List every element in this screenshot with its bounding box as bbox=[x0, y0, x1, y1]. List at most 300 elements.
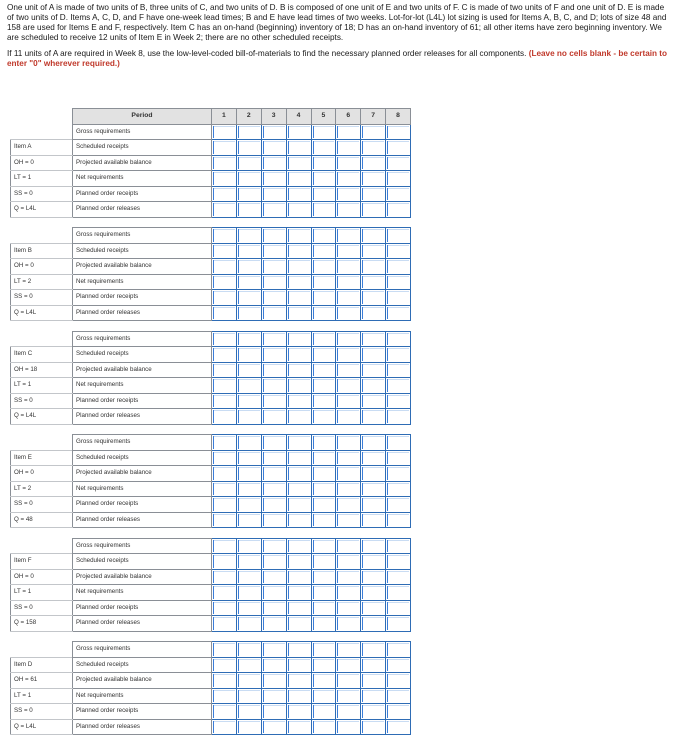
item-a-week-2-input[interactable] bbox=[236, 124, 261, 140]
item-f-week-2-input[interactable] bbox=[236, 585, 261, 601]
item-b-week-8-input[interactable] bbox=[386, 243, 411, 259]
item-e-week-6-input[interactable] bbox=[336, 512, 361, 528]
item-e-week-8-input[interactable] bbox=[386, 435, 411, 451]
item-a-week-2-input[interactable] bbox=[236, 155, 261, 171]
item-b-week-5-input[interactable] bbox=[311, 305, 336, 321]
item-e-week-4-input[interactable] bbox=[286, 450, 311, 466]
item-c-week-5-input[interactable] bbox=[311, 347, 336, 363]
item-f-week-8-input[interactable] bbox=[386, 569, 411, 585]
item-a-week-5-input[interactable] bbox=[311, 202, 336, 218]
item-c-week-7-input[interactable] bbox=[361, 393, 386, 409]
item-e-week-6-input[interactable] bbox=[336, 481, 361, 497]
item-c-week-7-input[interactable] bbox=[361, 378, 386, 394]
item-d-week-5-input[interactable] bbox=[311, 642, 336, 658]
item-b-week-4-input[interactable] bbox=[286, 243, 311, 259]
item-f-week-6-input[interactable] bbox=[336, 569, 361, 585]
item-f-week-4-input[interactable] bbox=[286, 554, 311, 570]
item-e-week-1-input[interactable] bbox=[212, 435, 237, 451]
item-e-week-4-input[interactable] bbox=[286, 435, 311, 451]
item-b-week-7-input[interactable] bbox=[361, 259, 386, 275]
item-f-week-3-input[interactable] bbox=[261, 585, 286, 601]
item-d-week-7-input[interactable] bbox=[361, 673, 386, 689]
item-b-week-2-input[interactable] bbox=[236, 228, 261, 244]
item-f-week-2-input[interactable] bbox=[236, 616, 261, 632]
item-f-week-6-input[interactable] bbox=[336, 538, 361, 554]
item-e-week-6-input[interactable] bbox=[336, 435, 361, 451]
item-d-week-8-input[interactable] bbox=[386, 657, 411, 673]
item-a-week-5-input[interactable] bbox=[311, 155, 336, 171]
item-c-week-8-input[interactable] bbox=[386, 393, 411, 409]
item-b-week-5-input[interactable] bbox=[311, 228, 336, 244]
item-d-week-1-input[interactable] bbox=[212, 719, 237, 735]
item-b-week-6-input[interactable] bbox=[336, 243, 361, 259]
item-c-week-3-input[interactable] bbox=[261, 393, 286, 409]
item-b-week-1-input[interactable] bbox=[212, 305, 237, 321]
input-value bbox=[336, 171, 360, 186]
item-d-week-3-input[interactable] bbox=[261, 704, 286, 720]
item-c-week-5-input[interactable] bbox=[311, 331, 336, 347]
item-c-week-5-input[interactable] bbox=[311, 362, 336, 378]
item-d-week-1-input[interactable] bbox=[212, 704, 237, 720]
item-a-week-7-input[interactable] bbox=[361, 186, 386, 202]
item-f-week-8-input[interactable] bbox=[386, 538, 411, 554]
item-d-week-5-input[interactable] bbox=[311, 688, 336, 704]
item-f-week-3-input[interactable] bbox=[261, 569, 286, 585]
item-f-week-4-input[interactable] bbox=[286, 585, 311, 601]
input-value bbox=[386, 720, 410, 735]
item-c-week-1-input[interactable] bbox=[212, 347, 237, 363]
item-d-week-2-input[interactable] bbox=[236, 673, 261, 689]
item-f-week-3-input[interactable] bbox=[261, 554, 286, 570]
item-d-week-8-input[interactable] bbox=[386, 704, 411, 720]
item-a-week-1-input[interactable] bbox=[212, 155, 237, 171]
item-e-week-2-input[interactable] bbox=[236, 497, 261, 513]
item-c-week-8-input[interactable] bbox=[386, 409, 411, 425]
item-f-week-2-input[interactable] bbox=[236, 569, 261, 585]
item-b-week-8-input[interactable] bbox=[386, 290, 411, 306]
item-a-week-7-input[interactable] bbox=[361, 171, 386, 187]
item-e-week-3-input[interactable] bbox=[261, 512, 286, 528]
input-value bbox=[336, 156, 360, 171]
item-e-week-5-input[interactable] bbox=[311, 450, 336, 466]
item-d-week-1-input[interactable] bbox=[212, 642, 237, 658]
item-e-week-3-input[interactable] bbox=[261, 450, 286, 466]
item-b-week-8-input[interactable] bbox=[386, 274, 411, 290]
item-f-week-8-input[interactable] bbox=[386, 600, 411, 616]
item-e-week-4-input[interactable] bbox=[286, 497, 311, 513]
item-c-week-8-input[interactable] bbox=[386, 347, 411, 363]
item-a-week-4-input[interactable] bbox=[286, 171, 311, 187]
item-f-week-1-input[interactable] bbox=[212, 538, 237, 554]
item-d-week-7-input[interactable] bbox=[361, 642, 386, 658]
item-e-week-7-input[interactable] bbox=[361, 497, 386, 513]
item-f-week-2-input[interactable] bbox=[236, 600, 261, 616]
item-c-week-2-input[interactable] bbox=[236, 347, 261, 363]
item-d-week-4-input[interactable] bbox=[286, 673, 311, 689]
input-value bbox=[336, 332, 360, 347]
item-separator bbox=[11, 321, 411, 332]
item-e-week-3-input[interactable] bbox=[261, 497, 286, 513]
item-b-week-3-input[interactable] bbox=[261, 243, 286, 259]
item-b-week-4-input[interactable] bbox=[286, 305, 311, 321]
item-f-week-6-input[interactable] bbox=[336, 600, 361, 616]
item-e-week-1-input[interactable] bbox=[212, 450, 237, 466]
item-e-week-6-input[interactable] bbox=[336, 497, 361, 513]
item-b-week-6-input[interactable] bbox=[336, 290, 361, 306]
item-a-week-1-input[interactable] bbox=[212, 124, 237, 140]
item-f-week-2-input[interactable] bbox=[236, 538, 261, 554]
item-b-week-2-input[interactable] bbox=[236, 259, 261, 275]
item-b-week-7-input[interactable] bbox=[361, 243, 386, 259]
item-a-week-1-input[interactable] bbox=[212, 171, 237, 187]
item-d-week-4-input[interactable] bbox=[286, 719, 311, 735]
item-c-week-4-input[interactable] bbox=[286, 393, 311, 409]
item-e-week-5-input[interactable] bbox=[311, 435, 336, 451]
item-f-week-6-input[interactable] bbox=[336, 616, 361, 632]
item-e-week-4-input[interactable] bbox=[286, 512, 311, 528]
item-e-week-1-input[interactable] bbox=[212, 481, 237, 497]
item-d-week-6-input[interactable] bbox=[336, 673, 361, 689]
item-d-week-4-input[interactable] bbox=[286, 688, 311, 704]
item-d-week-7-input[interactable] bbox=[361, 688, 386, 704]
item-c-week-1-input[interactable] bbox=[212, 362, 237, 378]
item-d-week-7-input[interactable] bbox=[361, 704, 386, 720]
item-e-week-8-input[interactable] bbox=[386, 497, 411, 513]
item-a-week-7-input[interactable] bbox=[361, 140, 386, 156]
item-d-week-5-input[interactable] bbox=[311, 704, 336, 720]
item-b-week-4-input[interactable] bbox=[286, 290, 311, 306]
item-b-week-2-input[interactable] bbox=[236, 274, 261, 290]
item-e-week-3-input[interactable] bbox=[261, 481, 286, 497]
item-b-week-2-input[interactable] bbox=[236, 290, 261, 306]
item-a-week-6-input[interactable] bbox=[336, 124, 361, 140]
item-a-week-8-input[interactable] bbox=[386, 186, 411, 202]
item-c-week-7-input[interactable] bbox=[361, 409, 386, 425]
item-a-week-7-input[interactable] bbox=[361, 155, 386, 171]
item-a-week-8-input[interactable] bbox=[386, 155, 411, 171]
item-b-week-4-input[interactable] bbox=[286, 274, 311, 290]
item-a-week-4-input[interactable] bbox=[286, 186, 311, 202]
item-e-week-6-input[interactable] bbox=[336, 450, 361, 466]
item-b-week-6-input[interactable] bbox=[336, 274, 361, 290]
item-d-week-2-input[interactable] bbox=[236, 719, 261, 735]
item-d-week-4-input[interactable] bbox=[286, 704, 311, 720]
item-a-week-6-input[interactable] bbox=[336, 202, 361, 218]
input-value bbox=[336, 720, 360, 735]
item-c-week-5-input[interactable] bbox=[311, 378, 336, 394]
item-c-week-2-input[interactable] bbox=[236, 362, 261, 378]
item-b-week-6-input[interactable] bbox=[336, 259, 361, 275]
input-value bbox=[212, 658, 236, 673]
item-e-week-4-input[interactable] bbox=[286, 481, 311, 497]
item-c-week-4-input[interactable] bbox=[286, 362, 311, 378]
item-b-week-5-input[interactable] bbox=[311, 243, 336, 259]
item-e-week-7-input[interactable] bbox=[361, 435, 386, 451]
item-f-week-6-input[interactable] bbox=[336, 554, 361, 570]
item-b-week-5-input[interactable] bbox=[311, 290, 336, 306]
item-d-week-3-input[interactable] bbox=[261, 719, 286, 735]
item-b-week-1-input[interactable] bbox=[212, 274, 237, 290]
item-f-week-5-input[interactable] bbox=[311, 538, 336, 554]
item-b-week-2-input[interactable] bbox=[236, 243, 261, 259]
item-c-week-6-input[interactable] bbox=[336, 393, 361, 409]
item-c-week-2-input[interactable] bbox=[236, 378, 261, 394]
item-b-week-8-input[interactable] bbox=[386, 305, 411, 321]
item-c-week-3-input[interactable] bbox=[261, 331, 286, 347]
item-c-week-1-input[interactable] bbox=[212, 393, 237, 409]
item-d-week-3-input[interactable] bbox=[261, 673, 286, 689]
item-d-week-2-input[interactable] bbox=[236, 657, 261, 673]
item-f-week-7-input[interactable] bbox=[361, 538, 386, 554]
item-f-week-8-input[interactable] bbox=[386, 616, 411, 632]
item-f-week-7-input[interactable] bbox=[361, 616, 386, 632]
item-e-week-7-input[interactable] bbox=[361, 481, 386, 497]
item-f-week-4-input[interactable] bbox=[286, 538, 311, 554]
item-a-week-7-input[interactable] bbox=[361, 124, 386, 140]
item-a-week-6-input[interactable] bbox=[336, 171, 361, 187]
item-a-week-5-input[interactable] bbox=[311, 124, 336, 140]
item-a-week-7-input[interactable] bbox=[361, 202, 386, 218]
item-b-week-1-input[interactable] bbox=[212, 290, 237, 306]
item-c-week-5-input[interactable] bbox=[311, 393, 336, 409]
item-e-week-2-input[interactable] bbox=[236, 450, 261, 466]
item-b-week-1-input[interactable] bbox=[212, 228, 237, 244]
item-b-week-2-input[interactable] bbox=[236, 305, 261, 321]
item-a-week-3-input[interactable] bbox=[261, 140, 286, 156]
item-e-week-7-input[interactable] bbox=[361, 450, 386, 466]
item-a-week-3-input[interactable] bbox=[261, 186, 286, 202]
item-f-week-5-input[interactable] bbox=[311, 554, 336, 570]
item-a-week-8-input[interactable] bbox=[386, 140, 411, 156]
item-c-week-5-input[interactable] bbox=[311, 409, 336, 425]
item-f-week-1-input[interactable] bbox=[212, 585, 237, 601]
item-e-week-1-input[interactable] bbox=[212, 466, 237, 482]
item-e-week-8-input[interactable] bbox=[386, 466, 411, 482]
item-a-week-2-input[interactable] bbox=[236, 171, 261, 187]
item-c-week-8-input[interactable] bbox=[386, 331, 411, 347]
row-label: Projected available balance bbox=[73, 362, 212, 378]
item-a-week-3-input[interactable] bbox=[261, 155, 286, 171]
item-b-week-6-input[interactable] bbox=[336, 305, 361, 321]
item-e-week-3-input[interactable] bbox=[261, 466, 286, 482]
item-f-week-4-input[interactable] bbox=[286, 569, 311, 585]
item-f-week-8-input[interactable] bbox=[386, 585, 411, 601]
item-f-week-8-input[interactable] bbox=[386, 554, 411, 570]
item-a-week-8-input[interactable] bbox=[386, 124, 411, 140]
item-e-week-7-input[interactable] bbox=[361, 512, 386, 528]
item-c-week-1-input[interactable] bbox=[212, 409, 237, 425]
item-f-week-4-input[interactable] bbox=[286, 616, 311, 632]
item-d-week-5-input[interactable] bbox=[311, 657, 336, 673]
item-e-row bbox=[11, 481, 411, 497]
item-a-week-3-input[interactable] bbox=[261, 202, 286, 218]
item-e-week-2-input[interactable] bbox=[236, 435, 261, 451]
item-b-week-7-input[interactable] bbox=[361, 228, 386, 244]
item-d-week-4-input[interactable] bbox=[286, 657, 311, 673]
item-a-week-6-input[interactable] bbox=[336, 155, 361, 171]
item-c-week-2-input[interactable] bbox=[236, 409, 261, 425]
item-a-week-1-input[interactable] bbox=[212, 140, 237, 156]
item-d-week-8-input[interactable] bbox=[386, 642, 411, 658]
item-f-week-7-input[interactable] bbox=[361, 554, 386, 570]
item-a-week-5-input[interactable] bbox=[311, 186, 336, 202]
item-f-week-5-input[interactable] bbox=[311, 585, 336, 601]
item-c-week-3-input[interactable] bbox=[261, 362, 286, 378]
item-d-week-1-input[interactable] bbox=[212, 688, 237, 704]
item-b-week-5-input[interactable] bbox=[311, 274, 336, 290]
item-e-week-2-input[interactable] bbox=[236, 512, 261, 528]
item-c-week-3-input[interactable] bbox=[261, 378, 286, 394]
item-e-week-1-input[interactable] bbox=[212, 512, 237, 528]
item-c-week-1-input[interactable] bbox=[212, 331, 237, 347]
item-a-week-4-input[interactable] bbox=[286, 124, 311, 140]
item-a-week-4-input[interactable] bbox=[286, 140, 311, 156]
item-b-week-3-input[interactable] bbox=[261, 259, 286, 275]
item-c-week-8-input[interactable] bbox=[386, 362, 411, 378]
item-e-week-8-input[interactable] bbox=[386, 481, 411, 497]
item-c-week-4-input[interactable] bbox=[286, 347, 311, 363]
item-f-week-7-input[interactable] bbox=[361, 569, 386, 585]
item-a-week-3-input[interactable] bbox=[261, 124, 286, 140]
item-b-week-8-input[interactable] bbox=[386, 259, 411, 275]
item-e-week-2-input[interactable] bbox=[236, 466, 261, 482]
item-f-week-3-input[interactable] bbox=[261, 538, 286, 554]
item-d-week-5-input[interactable] bbox=[311, 719, 336, 735]
item-f-week-5-input[interactable] bbox=[311, 600, 336, 616]
item-d-week-2-input[interactable] bbox=[236, 688, 261, 704]
item-b-week-7-input[interactable] bbox=[361, 290, 386, 306]
item-d-week-6-input[interactable] bbox=[336, 642, 361, 658]
item-c-week-2-input[interactable] bbox=[236, 331, 261, 347]
item-b-week-6-input[interactable] bbox=[336, 228, 361, 244]
item-f-week-7-input[interactable] bbox=[361, 585, 386, 601]
item-a-week-3-input[interactable] bbox=[261, 171, 286, 187]
item-a-week-2-input[interactable] bbox=[236, 140, 261, 156]
item-c-week-4-input[interactable] bbox=[286, 409, 311, 425]
item-c-week-6-input[interactable] bbox=[336, 409, 361, 425]
item-b-week-5-input[interactable] bbox=[311, 259, 336, 275]
item-d-week-2-input[interactable] bbox=[236, 642, 261, 658]
item-f-week-1-input[interactable] bbox=[212, 616, 237, 632]
item-c-week-4-input[interactable] bbox=[286, 378, 311, 394]
item-a-week-8-input[interactable] bbox=[386, 202, 411, 218]
item-f-week-7-input[interactable] bbox=[361, 600, 386, 616]
item-a-week-4-input[interactable] bbox=[286, 202, 311, 218]
item-d-week-7-input[interactable] bbox=[361, 657, 386, 673]
item-b-week-4-input[interactable] bbox=[286, 228, 311, 244]
item-d-row bbox=[11, 704, 411, 720]
item-f-week-3-input[interactable] bbox=[261, 616, 286, 632]
item-b-week-1-input[interactable] bbox=[212, 259, 237, 275]
item-d-week-6-input[interactable] bbox=[336, 704, 361, 720]
item-d-week-6-input[interactable] bbox=[336, 719, 361, 735]
item-a-week-2-input[interactable] bbox=[236, 202, 261, 218]
item-b-week-8-input[interactable] bbox=[386, 228, 411, 244]
item-b-week-3-input[interactable] bbox=[261, 274, 286, 290]
item-f-week-1-input[interactable] bbox=[212, 554, 237, 570]
item-e-week-5-input[interactable] bbox=[311, 481, 336, 497]
item-e-week-6-input[interactable] bbox=[336, 466, 361, 482]
item-d-week-7-input[interactable] bbox=[361, 719, 386, 735]
item-a-week-5-input[interactable] bbox=[311, 140, 336, 156]
item-a-week-1-input[interactable] bbox=[212, 186, 237, 202]
item-a-week-4-input[interactable] bbox=[286, 155, 311, 171]
item-c-week-7-input[interactable] bbox=[361, 347, 386, 363]
item-f-week-2-input[interactable] bbox=[236, 554, 261, 570]
item-a-week-6-input[interactable] bbox=[336, 186, 361, 202]
item-f-week-5-input[interactable] bbox=[311, 616, 336, 632]
item-e-week-8-input[interactable] bbox=[386, 512, 411, 528]
item-d-week-8-input[interactable] bbox=[386, 719, 411, 735]
item-f-week-4-input[interactable] bbox=[286, 600, 311, 616]
item-d-week-5-input[interactable] bbox=[311, 673, 336, 689]
item-d-week-8-input[interactable] bbox=[386, 673, 411, 689]
item-f-week-5-input[interactable] bbox=[311, 569, 336, 585]
item-f-week-1-input[interactable] bbox=[212, 600, 237, 616]
item-b-week-7-input[interactable] bbox=[361, 305, 386, 321]
item-f-week-1-input[interactable] bbox=[212, 569, 237, 585]
item-c-week-8-input[interactable] bbox=[386, 378, 411, 394]
item-d-week-8-input[interactable] bbox=[386, 688, 411, 704]
item-b-week-3-input[interactable] bbox=[261, 305, 286, 321]
item-a-week-2-input[interactable] bbox=[236, 186, 261, 202]
item-d-week-1-input[interactable] bbox=[212, 673, 237, 689]
item-c-week-4-input[interactable] bbox=[286, 331, 311, 347]
item-c-week-6-input[interactable] bbox=[336, 362, 361, 378]
item-d-week-3-input[interactable] bbox=[261, 688, 286, 704]
item-d-week-3-input[interactable] bbox=[261, 642, 286, 658]
item-c-week-6-input[interactable] bbox=[336, 331, 361, 347]
item-f-week-6-input[interactable] bbox=[336, 585, 361, 601]
item-e-week-1-input[interactable] bbox=[212, 497, 237, 513]
item-c-week-1-input[interactable] bbox=[212, 378, 237, 394]
item-a-week-1-input[interactable] bbox=[212, 202, 237, 218]
item-e-week-7-input[interactable] bbox=[361, 466, 386, 482]
item-c-week-3-input[interactable] bbox=[261, 409, 286, 425]
item-c-week-2-input[interactable] bbox=[236, 393, 261, 409]
item-e-week-5-input[interactable] bbox=[311, 466, 336, 482]
item-d-week-2-input[interactable] bbox=[236, 704, 261, 720]
item-e-week-2-input[interactable] bbox=[236, 481, 261, 497]
item-c-week-7-input[interactable] bbox=[361, 362, 386, 378]
item-b-week-4-input[interactable] bbox=[286, 259, 311, 275]
item-d-week-6-input[interactable] bbox=[336, 657, 361, 673]
item-a-week-5-input[interactable] bbox=[311, 171, 336, 187]
item-d-week-4-input[interactable] bbox=[286, 642, 311, 658]
item-c-week-3-input[interactable] bbox=[261, 347, 286, 363]
item-e-week-8-input[interactable] bbox=[386, 450, 411, 466]
item-f-week-3-input[interactable] bbox=[261, 600, 286, 616]
item-b-week-1-input[interactable] bbox=[212, 243, 237, 259]
item-e-week-5-input[interactable] bbox=[311, 497, 336, 513]
item-c-week-6-input[interactable] bbox=[336, 347, 361, 363]
item-e-week-3-input[interactable] bbox=[261, 435, 286, 451]
item-e-week-5-input[interactable] bbox=[311, 512, 336, 528]
item-b-week-7-input[interactable] bbox=[361, 274, 386, 290]
item-b-week-3-input[interactable] bbox=[261, 290, 286, 306]
item-a-week-6-input[interactable] bbox=[336, 140, 361, 156]
row-label: Planned order releases bbox=[73, 305, 212, 321]
item-e-week-4-input[interactable] bbox=[286, 466, 311, 482]
item-b-week-3-input[interactable] bbox=[261, 228, 286, 244]
item-d-week-1-input[interactable] bbox=[212, 657, 237, 673]
input-value bbox=[312, 466, 336, 481]
item-d-week-3-input[interactable] bbox=[261, 657, 286, 673]
item-d-week-6-input[interactable] bbox=[336, 688, 361, 704]
item-c-week-6-input[interactable] bbox=[336, 378, 361, 394]
item-a-week-8-input[interactable] bbox=[386, 171, 411, 187]
item-c-week-7-input[interactable] bbox=[361, 331, 386, 347]
